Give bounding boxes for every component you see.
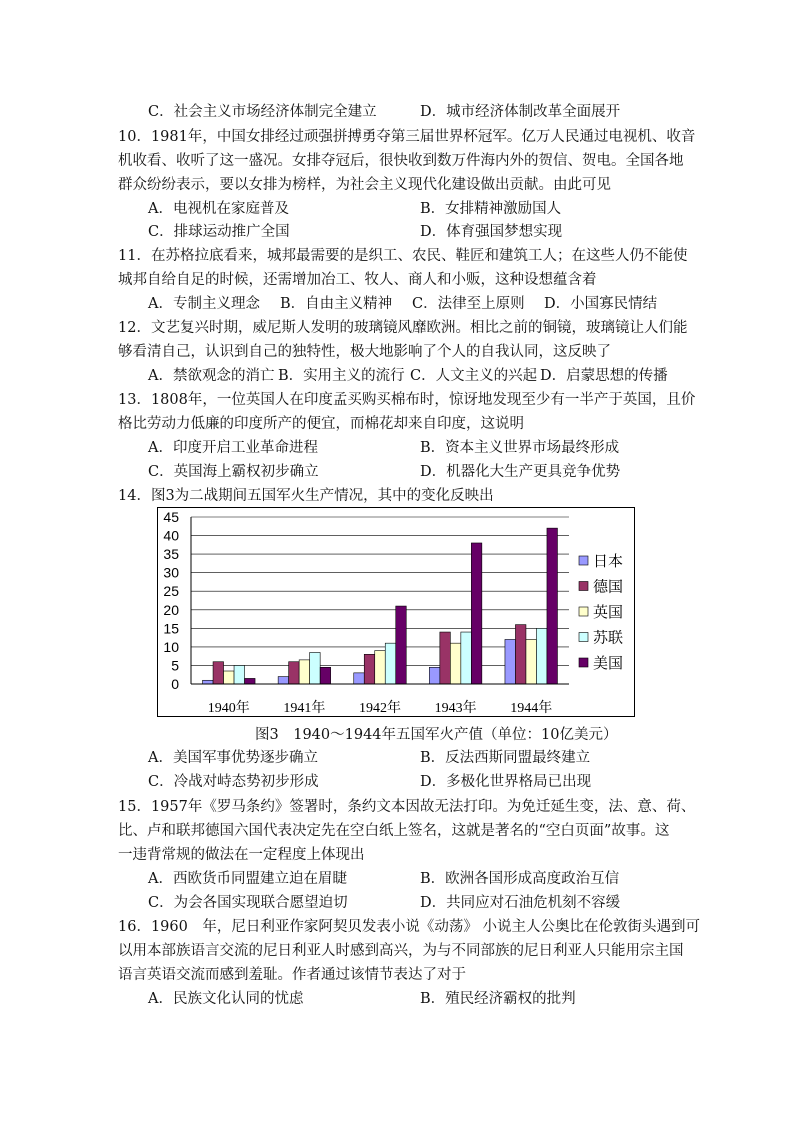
bar-日本-1941年: [278, 677, 289, 684]
bar-德国-1943年: [440, 632, 451, 684]
q12-option-a: A．禁欲观念的消亡: [148, 368, 275, 384]
q12-option-c: C．人文主义的兴起: [410, 368, 538, 384]
bar-苏联-1940年: [234, 665, 245, 684]
legend-label-苏联: 苏联: [593, 628, 624, 647]
q15-option-b: B．欧洲各国形成高度政治互信: [420, 871, 620, 887]
bar-英国-1941年: [299, 660, 310, 684]
q10-option-b: B．女排精神激励国人: [420, 201, 562, 217]
q11-option-b: B．自由主义精神: [280, 296, 393, 312]
legend-swatch-苏联: [579, 633, 588, 642]
bar-苏联-1944年: [536, 628, 547, 684]
bar-美国-1942年: [396, 606, 407, 684]
q13-option-b: B．资本主义世界市场最终形成: [420, 440, 620, 456]
q10-stem-line-1: 10．1981年，中国女排经过顽强拼搏勇夺第三届世界杯冠军。亿万人民通过电视机、收音: [118, 129, 696, 145]
q11-stem-line-1: 11．在苏格拉底看来，城邦最需要的是织工、农民、鞋匠和建筑工人；在这些人仍不能使: [118, 248, 688, 264]
bar-美国-1940年: [245, 678, 256, 684]
q12-stem-line-1: 12．文艺复兴时期，威尼斯人发明的玻璃镜风靡欧洲。相比之前的铜镜，玻璃镜让人们能: [118, 320, 688, 336]
q13-stem-line-1: 13．1808年，一位英国人在印度孟买购买棉布时，惊讶地发现至少有一半产于英国，且价: [118, 392, 696, 408]
q16-stem-line-2: 以用本部族语言交流的尼日利亚人时感到高兴，为与不同部族的尼日利亚人只能用宗主国: [118, 943, 684, 959]
q10-option-a: A．电视机在家庭普及: [148, 201, 289, 217]
bar-苏联-1941年: [310, 652, 321, 684]
q15-stem-line-3: 一违背常规的做法在一定程度上体现出: [118, 847, 365, 863]
y-tick-label-15: 15: [163, 620, 179, 637]
y-tick-label-5: 5: [171, 657, 179, 674]
bar-日本-1943年: [429, 667, 440, 684]
y-tick-label-35: 35: [163, 546, 179, 563]
q14-option-d: D．多极化世界格局已出现: [420, 774, 592, 790]
bar-苏联-1943年: [461, 632, 472, 684]
bar-美国-1944年: [547, 528, 558, 684]
chart-svg: [157, 507, 635, 717]
legend-swatch-日本: [579, 556, 588, 565]
q16-stem-line-1: 16．1960 年，尼日利亚作家阿契贝发表小说《动荡》 小说主人公奥比在伦敦街头遇到可: [118, 919, 700, 935]
x-tick-label-1940年: 1940年: [207, 701, 250, 716]
figure-caption: 图3 1940～1944年五国军火产值（单位：10亿美元）: [255, 727, 618, 743]
q10-option-c: C．排球运动推广全国: [148, 224, 290, 240]
x-tick-label-1941年: 1941年: [283, 701, 326, 716]
y-tick-label-45: 45: [163, 509, 179, 525]
q10-stem-line-2: 机收看、收听了这一盛况。女排夺冠后，很快收到数万件海内外的贺信、贺电。全国各地: [118, 153, 684, 169]
y-tick-label-0: 0: [171, 676, 179, 692]
bar-美国-1941年: [320, 667, 331, 684]
q12-option-b: B．实用主义的流行: [278, 368, 405, 384]
y-tick-label-40: 40: [163, 527, 179, 544]
legend-swatch-美国: [579, 658, 588, 667]
bar-德国-1942年: [364, 654, 375, 684]
munitions-chart: [157, 507, 635, 717]
q15-option-c: C．为会各国实现联合愿望迫切: [148, 895, 348, 911]
bar-英国-1943年: [450, 643, 461, 684]
q15-option-a: A．西欧货币同盟建立迫在眉睫: [148, 871, 347, 887]
x-tick-label-1943年: 1943年: [434, 701, 477, 716]
legend-swatch-德国: [579, 582, 588, 591]
q14-option-a: A．美国军事优势逐步确立: [148, 750, 318, 766]
q14-option-c: C．冷战对峙态势初步形成: [148, 774, 319, 790]
y-tick-label-30: 30: [163, 564, 179, 581]
legend-swatch-英国: [579, 607, 588, 616]
bar-德国-1940年: [213, 662, 224, 684]
q10-stem-line-3: 群众纷纷表示，要以女排为榜样，为社会主义现代化建设做出贡献。由此可见: [118, 177, 611, 193]
q9-option-c: C．社会主义市场经济体制完全建立: [148, 104, 377, 120]
bar-德国-1944年: [515, 625, 526, 684]
legend-label-德国: 德国: [593, 577, 624, 596]
legend-label-日本: 日本: [593, 552, 624, 570]
x-tick-label-1942年: 1942年: [359, 701, 401, 716]
q11-option-c: C．法律至上原则: [412, 296, 525, 312]
q11-option-a: A．专制主义理念: [148, 296, 260, 312]
q15-stem-line-2: 比、卢和联邦德国六国代表决定先在空白纸上签名，这就是著名的“空白页面”故事。这: [118, 823, 670, 839]
bar-英国-1942年: [375, 651, 386, 684]
q15-stem-line-1: 15．1957年《罗马条约》签署时，条约文本因故无法打印。为免迁延生变，法、意、荷、: [118, 799, 696, 815]
q16-option-a: A．民族文化认同的忧虑: [148, 991, 304, 1007]
y-tick-label-20: 20: [163, 601, 179, 618]
legend-label-英国: 英国: [593, 603, 624, 621]
q12-option-d: D．启蒙思想的传播: [540, 368, 668, 384]
q12-stem-line-2: 够看清自己，认识到自己的独特性，极大地影响了个人的自我认同，这反映了: [118, 344, 611, 360]
bar-德国-1941年: [289, 662, 300, 684]
bar-日本-1944年: [505, 639, 516, 684]
q15-option-d: D．共同应对石油危机刻不容缓: [420, 895, 621, 911]
bar-日本-1940年: [203, 680, 214, 684]
q14-stem-line-1: 14．图3为二战期间五国军火生产情况，其中的变化反映出: [118, 488, 494, 504]
q13-option-d: D．机器化大生产更具竞争优势: [420, 464, 621, 480]
q11-stem-line-2: 城邦自给自足的时候，还需增加冶工、牧人、商人和小贩，这种设想蕴含着: [118, 272, 597, 288]
q9-option-d: D．城市经济体制改革全面展开: [420, 104, 621, 120]
q13-option-c: C．英国海上霸权初步确立: [148, 464, 319, 480]
q14-option-b: B．反法西斯同盟最终建立: [420, 750, 591, 766]
legend-label-美国: 美国: [593, 654, 624, 672]
bar-英国-1940年: [224, 671, 235, 684]
bar-美国-1943年: [471, 543, 482, 684]
y-tick-label-25: 25: [163, 583, 179, 600]
q10-option-d: D．体育强国梦想实现: [420, 224, 563, 240]
q11-option-d: D．小国寡民情结: [544, 296, 658, 312]
q13-option-a: A．印度开启工业革命进程: [148, 440, 318, 456]
bar-日本-1942年: [354, 673, 365, 684]
q16-stem-line-3: 语言英语交流而感到羞耻。作者通过该情节表达了对于: [118, 967, 466, 983]
y-tick-label-10: 10: [163, 638, 179, 655]
q13-stem-line-2: 格比劳动力低廉的印度所产的便宜，而棉花却来自印度，这说明: [118, 416, 524, 432]
x-tick-label-1944年: 1944年: [510, 701, 553, 716]
bar-英国-1944年: [526, 639, 537, 684]
bar-苏联-1942年: [385, 643, 396, 684]
q16-option-b: B．殖民经济霸权的批判: [420, 991, 576, 1007]
